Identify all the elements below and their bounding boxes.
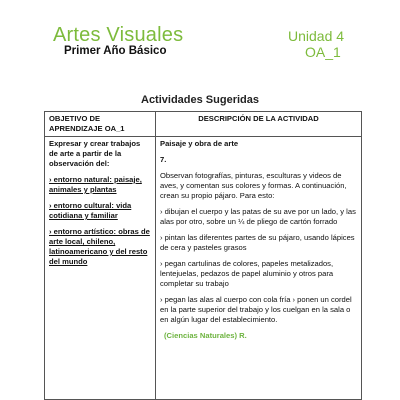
activity-title: Paisaje y obra de arte — [160, 139, 239, 148]
header-unit: Unidad 4 — [288, 28, 345, 44]
objective-column-header: OBJETIVO DE APRENDIZAJE OA_1 — [45, 112, 156, 137]
header-oa: OA_1 — [305, 44, 341, 60]
objective-intro: Expresar y crear trabajos de arte a partir de la observación del: — [49, 139, 141, 168]
objective-cell — [45, 137, 156, 400]
activity-step: › pegan las alas al cuerpo con cola fría › ponen un cordel en la parte superior del trabajo y los cuelgan en la sala o en algún lugar del establecimiento. — [160, 295, 352, 324]
activities-table — [44, 111, 362, 400]
header-title: Artes Visuales — [53, 24, 184, 46]
activity-step: › pintan las diferentes partes de su pájaro, usando lápices de cera y pasteles grasos — [160, 233, 355, 252]
description-column-header: DESCRIPCIÓN DE LA ACTIVIDAD — [156, 112, 362, 137]
activity-reference: (Ciencias Naturales) R. — [164, 331, 247, 340]
activity-number: 7. — [160, 155, 167, 164]
section-title: Actividades Sugeridas — [141, 94, 259, 106]
objective-item-cultural: › entorno cultural: vida cotidiana y familiar — [49, 201, 132, 220]
activity-cell — [156, 137, 362, 400]
header-subtitle: Primer Año Básico — [64, 45, 167, 57]
objective-item-artistic: › entorno artístico: obras de arte local, chileno, latinoamericano y del resto del mundo — [49, 227, 150, 266]
objective-item-natural: › entorno natural: paisaje, animales y plantas — [49, 175, 142, 194]
table-row — [45, 137, 362, 400]
activity-step: › pegan cartulinas de colores, papeles metalizados, lentejuelas, pedazos de papel aluminio y otros para completar su trabajo — [160, 259, 334, 288]
activity-step: › dibujan el cuerpo y las patas de su ave por un lado, y las alas por otro, sobre un ¼ de pliego de cartón forrado — [160, 207, 356, 226]
activity-paragraph: Observan fotografías, pinturas, esculturas y videos de aves, y comentan sus colores y formas. A continuación, crean su propio pájaro. Para esto: — [160, 171, 347, 200]
table-header-row — [45, 112, 362, 137]
